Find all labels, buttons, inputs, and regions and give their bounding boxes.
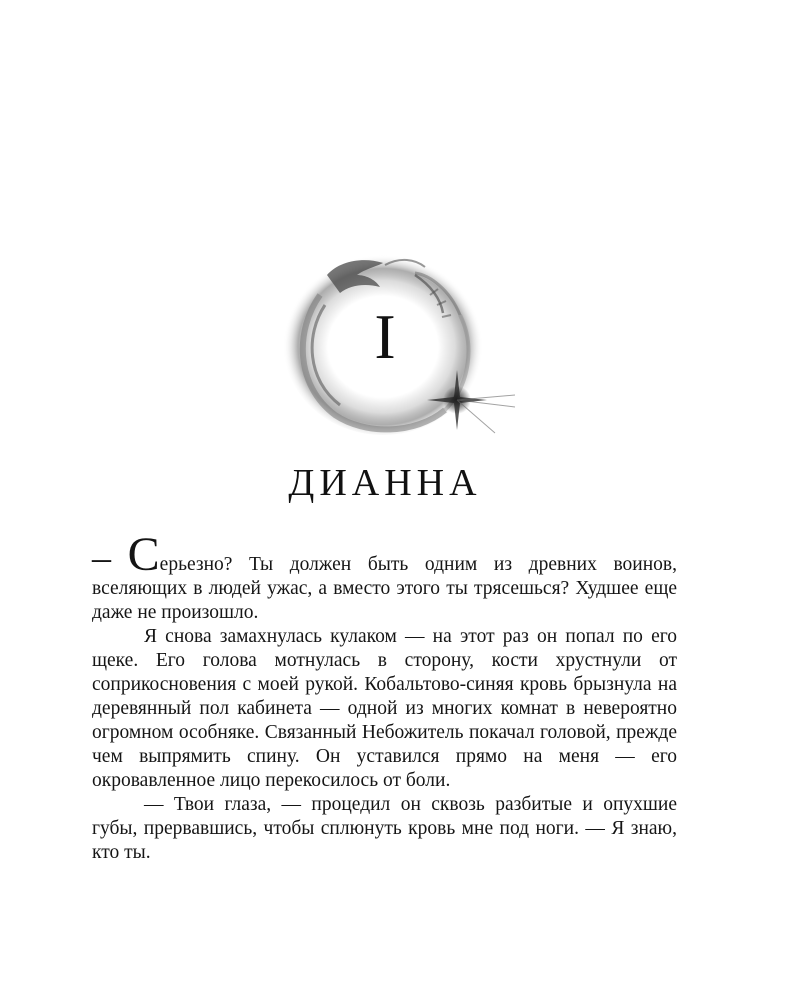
chapter-body [92, 528, 678, 865]
chapter-title: ДИАННА [288, 462, 482, 504]
paragraph-1 [92, 528, 678, 625]
chapter-number: I [374, 301, 396, 372]
dropcap-letter: С [127, 528, 160, 581]
paragraph-2: Я снова замахнулась кулаком — на этот раз он попал по его щеке. Его голова мотнулась в сторону, кости хрустнули от соприкосновения с моей рукой. Кобальтово-синяя кровь брызнула на деревянный пол кабинета — одной из многих комнат в невероятно огромном особняке. Связанный Небожитель покачал головой, прежде чем выпрямить спину. Он уставился прямо на меня — его окровавленное лицо перекосилось от боли. [92, 626, 677, 791]
paragraph-3: — Твои глаза, — процедил он сквозь разбитые и опухшие губы, прервавшись, чтобы сплюнуть кровь мне под ноги. — Я знаю, кто ты. [92, 794, 677, 863]
paragraph-1-text: ерьезно? Ты должен быть одним из древних воинов, вселяющих в людей ужас, а вместо этого ты трясешься? Худшее еще даже не произошло. [92, 554, 678, 623]
dropcap-dash: – [92, 537, 111, 579]
